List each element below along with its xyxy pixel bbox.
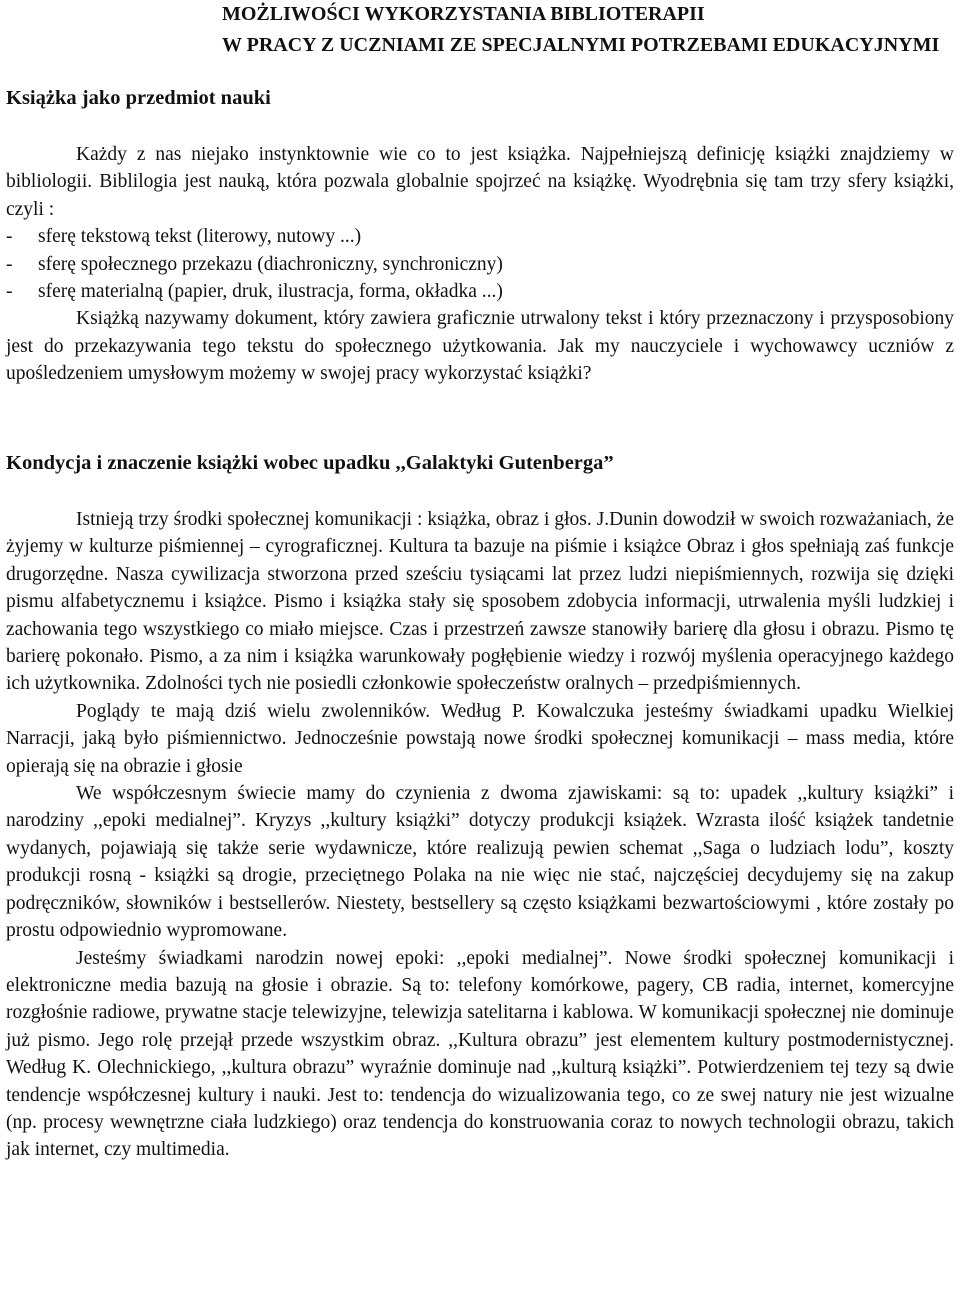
list-item-text: sferę społecznego przekazu (diachroniczny, synchroniczny) [38, 253, 503, 275]
list-item-text: sferę tekstową tekst (literowy, nutowy ...) [38, 226, 362, 248]
paragraph: Każdy z nas niejako instynktownie wie co to jest książka. Najpełniejszą definicję książki znajdziemy w bibliologii. Biblilogia jest nauką, która pozwala globalnie spojrzeć na książkę. Wyodrębnia się tam trzy sfery książki, czyli : [6, 144, 954, 220]
section-heading-1: Książka jako przedmiot nauki [6, 87, 271, 109]
paragraph: Książką nazywamy dokument, który zawiera graficznie utrwalony tekst i który przeznaczony i przysposobiony jest do przekazywania tego tekstu do społecznego użytkowania. Jak my nauczyciele i wychowawcy uczniów z upośledzeniem umysłowym możemy w swojej pracy wykorzystać książki? [6, 308, 954, 385]
paragraph: Jesteśmy świadkami narodzin nowej epoki: ,,epoki medialnej”. Nowe środki społecznej komunikacji i elektroniczne media bazują na głosie i obrazie. Są to: telefony komórkowe, pagery, CB radia, internet, komercyjne rozgłośnie radiowe, prywatne stacje telewizyjne, telewizja satelitarna i kablowa. W komunikacji społecznej nie dominuje już pismo. Jego rolę przejął przede wszystkim obraz. ,,Kultura obrazu” jest elementem kultury postmodernistycznej. Według K. Olechnickiego, ,,kultura obrazu” wyraźnie dominuje nad ,,kulturą książki”. Potwierdzeniem tej tezy są dwie tendencje współczesnej kultury i nauki. Jest to: tendencja do wizualizowania tego, co ze swej natury nie jest wizualne (np. procesy wewnętrzne ciała ludzkiego) oraz tendencja do konstruowania coraz to nowych technologii obrazu, takich jak internet, czy multimedia. [6, 947, 954, 1161]
paragraph: We współczesnym świecie mamy do czynienia z dwoma zjawiskami: są to: upadek ,,kultury książki” i narodziny ,,epoki medialnej”. Kryzys ,,kultury książki” dotyczy produkcji książek. Wzrasta ilość książek tandetnie wydanych, pojawiają się także serie wydawnicze, które realizują pewien schemat ,,Saga o ludziach lodu”, koszty produkcji rosną - książki są drogie, przeciętnego Polaka na nie więc nie stać, najczęściej decydujemy się na zakup podręczników, słowników i bestsellerów. Niestety, bestsellery są często książkami bezwartościowymi , które zostały po prostu odpowiednio wypromowane. [6, 783, 954, 942]
list-item: - sferę społecznego przekazu (diachroniczny, synchroniczny) [6, 251, 954, 278]
paragraph: Poglądy te mają dziś wielu zwolenników. Według P. Kowalczuka jesteśmy świadkami upadku Wielkiej Narracji, jaką było piśmiennictwo. Jednocześnie powstają nowe środki społecznej komunikacji – mass media, które opierają się na obrazie i głosie [6, 700, 954, 777]
section-1-body [6, 141, 954, 388]
list-item-text: sferę materialną (papier, druk, ilustracja, forma, okładka ...) [38, 281, 503, 303]
paragraph: Istnieją trzy środki społecznej komunikacji : książka, obraz i głos. J.Dunin dowodził w swoich rozważaniach, że żyjemy w kulturze piśmiennej – cyrograficznej. Kultura ta bazuje na piśmie i książce Obraz i głos spełniają zaś funkcje drugorzędne. Nasza cywilizacja stworzona przed sześciu tysiącami lat przez ludzi niepiśmiennych, rozwija się dzięki pismu alfabetycznemu i książce. Pismo i książka stały się sposobem zdobycia informacji, utrwalenia myśli ludzkiej i zachowania tego wszystkiego co miało miejsce. Czas i przestrzeń zawsze stanowiły barierę dla głosu i obrazu. Pismo tę barierę pokonało. Pismo, a za nim i książka warunkowały pogłębienie wiedzy i rozwój myślenia operacyjnego każdego ich użytkownika. Zdolności tych nie posiedli członkowie społeczeństw oralnych – przedpiśmiennych. [6, 509, 954, 695]
section-heading-2: Kondycja i znaczenie książki wobec upadku ,,Galaktyki Gutenberga” [6, 452, 614, 474]
document-title-line-2: W PRACY Z UCZNIAMI ZE SPECJALNYMI POTRZEBAMI EDUKACYJNYMI [222, 34, 940, 56]
section-2-body [6, 506, 954, 1164]
list-item: - sferę tekstową tekst (literowy, nutowy ...) [6, 223, 954, 250]
list-item: - sferę materialną (papier, druk, ilustracja, forma, okładka ...) [6, 278, 954, 305]
document-title-line-1: MOŻLIWOŚCI WYKORZYSTANIA BIBLIOTERAPII [222, 3, 705, 25]
